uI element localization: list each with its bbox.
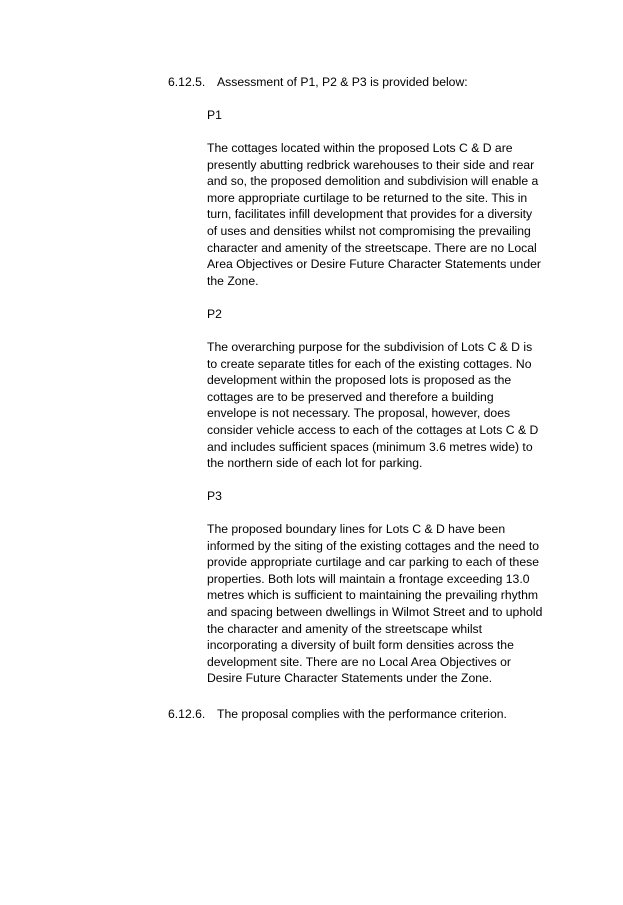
paragraph-line: provide appropriate curtilage and car parking to each of these — [207, 555, 539, 570]
paragraph-line: envelope is not necessary. The proposal, however, does — [207, 406, 511, 421]
paragraph-line: incorporating a diversity of built form densities across the — [207, 638, 514, 653]
paragraph-line: more appropriate curtilage to be returned to the site. This in — [207, 190, 528, 205]
paragraph-line: and spacing between dwellings in Wilmot Street and to uphold — [207, 604, 543, 619]
paragraph-line: informed by the siting of the existing cottages and the need to — [207, 538, 539, 553]
section-number: 6.12.5. — [168, 75, 206, 89]
p2-heading: P2 — [207, 307, 222, 321]
paragraph-line: the character and amenity of the streetscape whilst — [207, 621, 483, 636]
paragraph-line: consider vehicle access to each of the cottages at Lots C & D — [207, 422, 539, 437]
section-text: Assessment of P1, P2 & P3 is provided below: — [217, 75, 468, 89]
paragraph-line: properties. Both lots will maintain a frontage exceeding 13.0 — [207, 571, 530, 586]
paragraph-line: The cottages located within the proposed Lots C & D are — [207, 141, 513, 155]
paragraph-line: metres which is sufficient to maintaining the prevailing rhythm — [207, 588, 539, 603]
paragraph-line: to create separate titles for each of the existing cottages. No — [207, 356, 532, 371]
paragraph-line: turn, facilitates infill development that provides for a diversity — [207, 207, 533, 222]
p3-heading: P3 — [207, 489, 222, 503]
paragraph-line: development within the proposed lots is proposed as the — [207, 373, 512, 388]
paragraph-line: of uses and densities whilst not compromising the prevailing — [207, 223, 531, 238]
p2-paragraph — [207, 339, 567, 472]
paragraph-line: Desire Future Character Statements under the Zone. — [207, 671, 493, 686]
paragraph-line: cottages are to be preserved and therefore a building — [207, 389, 494, 404]
paragraph-line: Area Objectives or Desire Future Character Statements under — [207, 257, 541, 272]
p1-heading: P1 — [207, 108, 222, 122]
section-6-12-5 — [168, 74, 568, 91]
paragraph-line: and includes sufficient spaces (minimum 3.6 metres wide) to — [207, 439, 533, 454]
paragraph-line: the Zone. — [207, 273, 259, 288]
p3-paragraph — [207, 521, 567, 687]
section-text: The proposal complies with the performance criterion. — [217, 707, 507, 721]
section-number: 6.12.6. — [168, 707, 206, 721]
p1-paragraph — [207, 140, 567, 289]
section-6-12-6 — [168, 706, 568, 723]
paragraph-line: and so, the proposed demolition and subdivision will enable a — [207, 174, 539, 189]
paragraph-line: The proposed boundary lines for Lots C & D have been — [207, 522, 506, 536]
paragraph-line: presently abutting redbrick warehouses to their side and rear — [207, 157, 535, 172]
paragraph-line: The overarching purpose for the subdivision of Lots C & D is — [207, 340, 533, 354]
paragraph-line: the northern side of each lot for parking. — [207, 456, 423, 471]
paragraph-line: character and amenity of the streetscape. There are no Local — [207, 240, 537, 255]
paragraph-line: development site. There are no Local Area Objectives or — [207, 654, 511, 669]
